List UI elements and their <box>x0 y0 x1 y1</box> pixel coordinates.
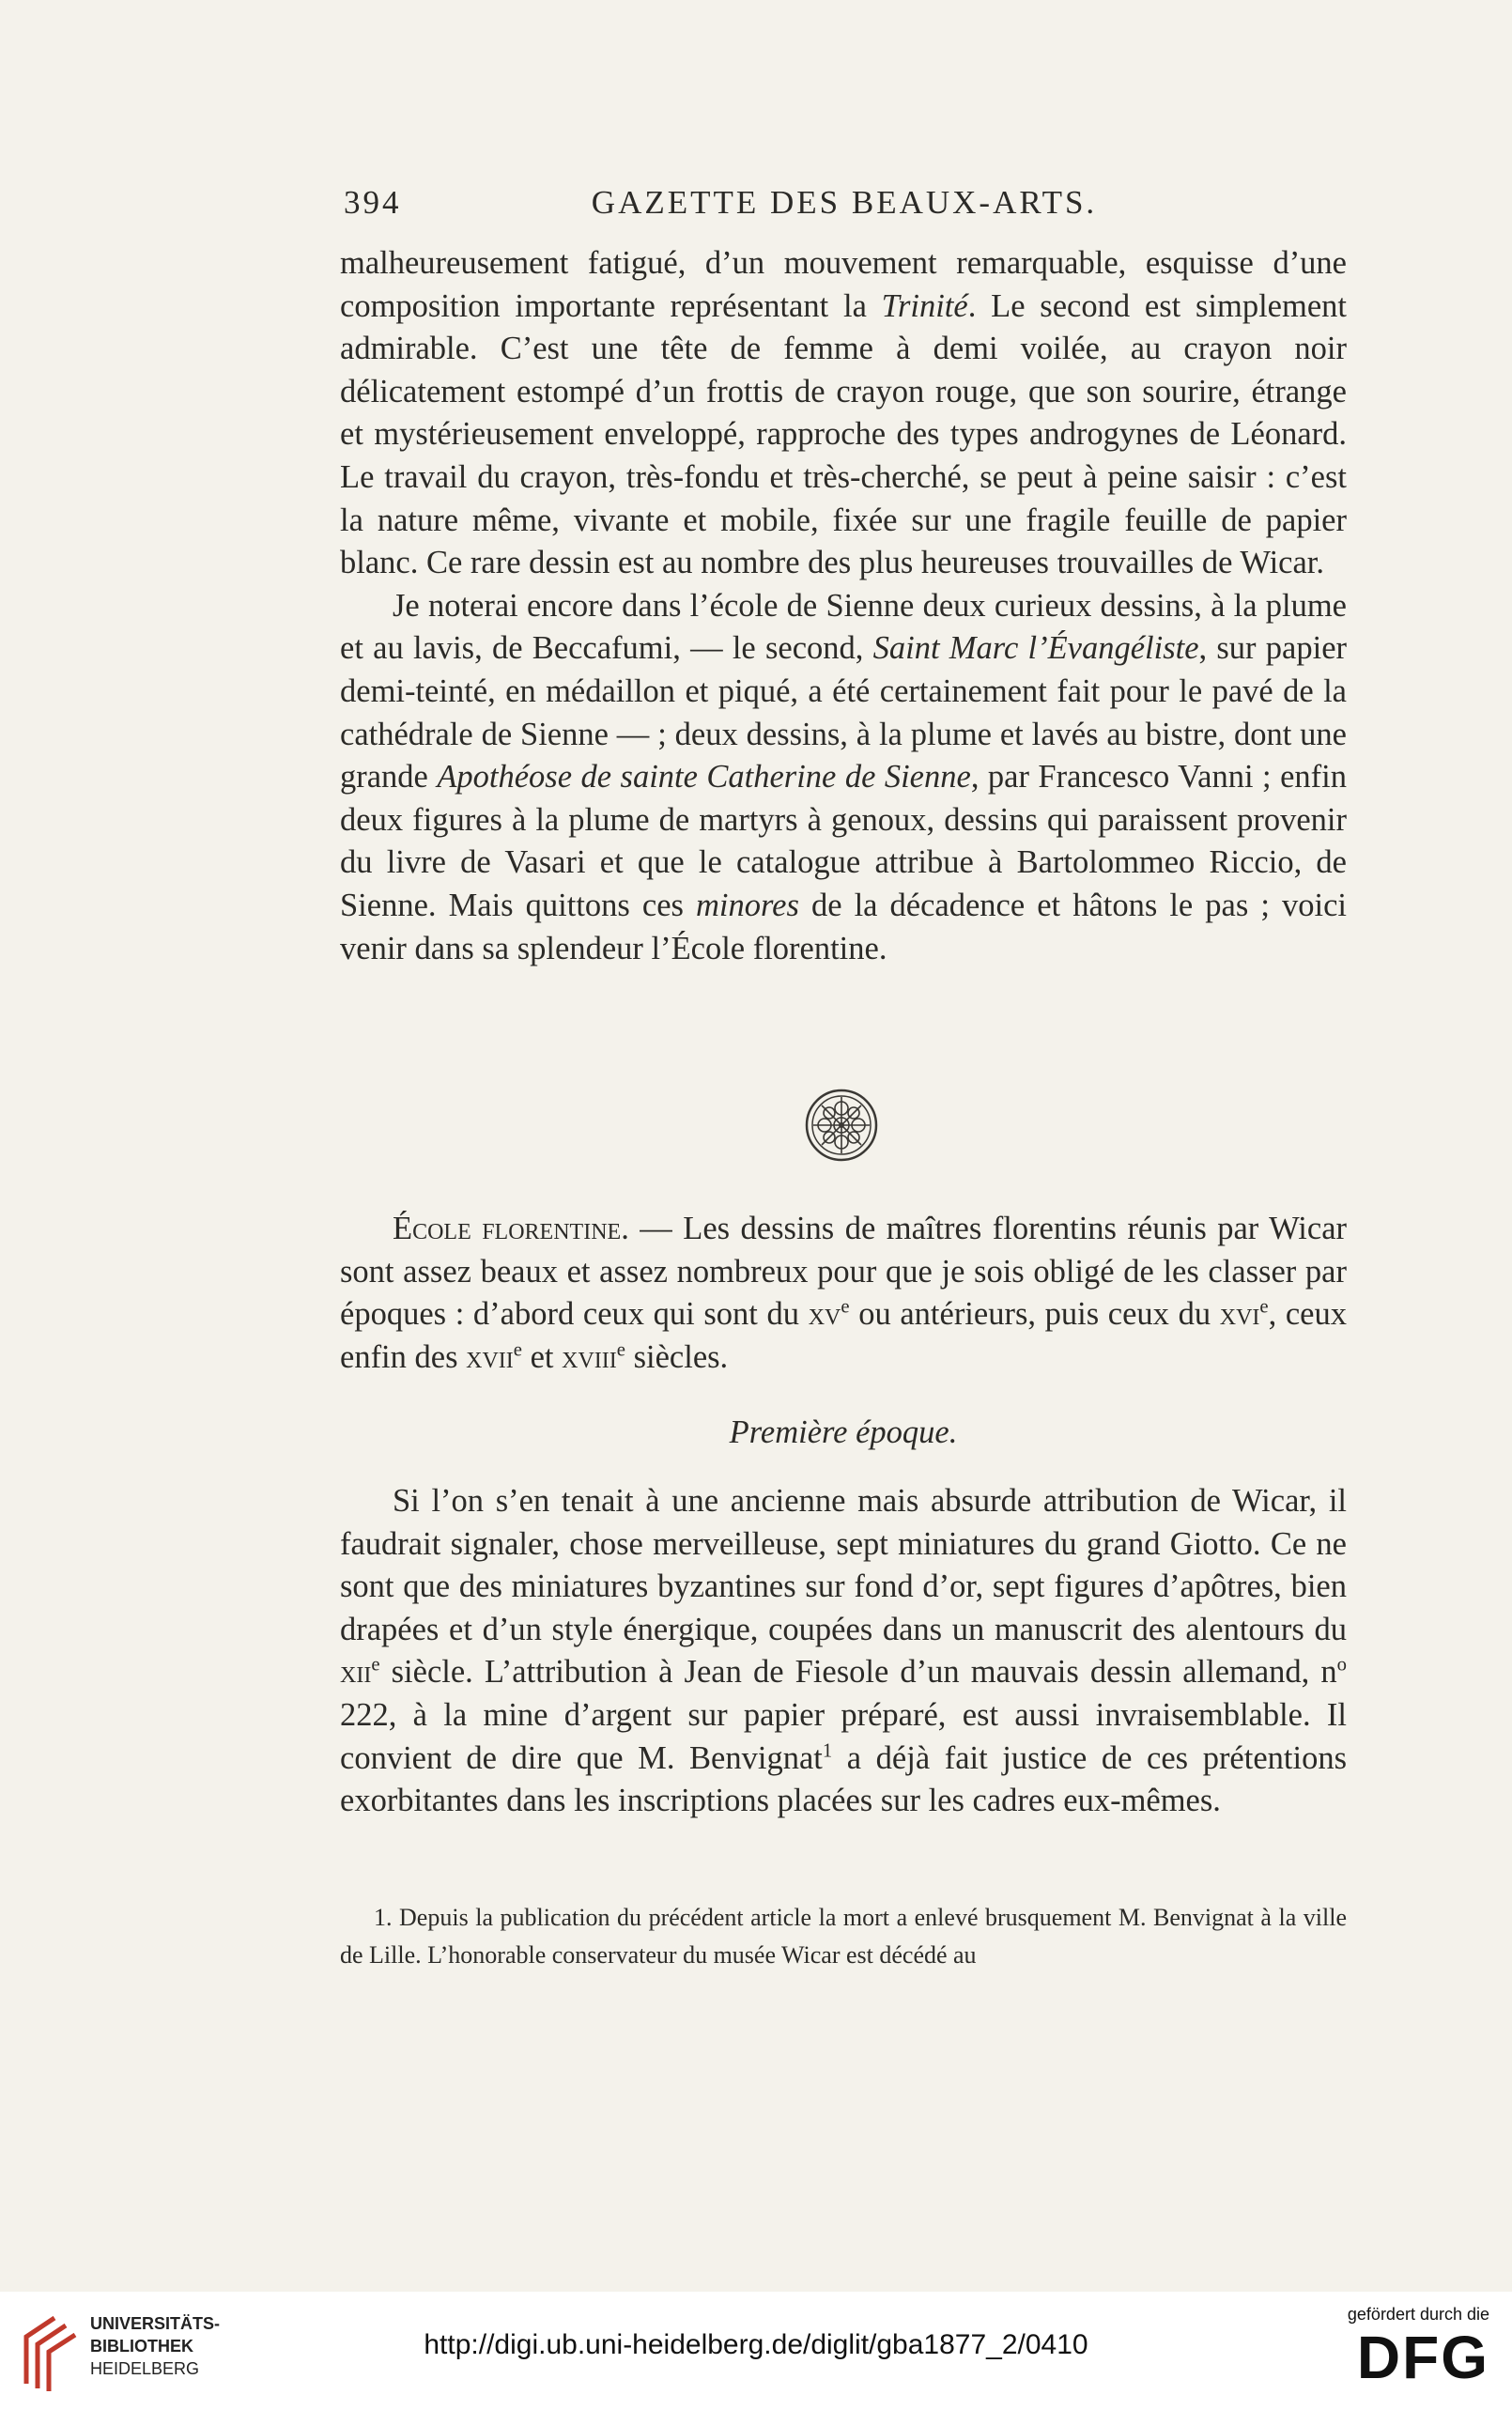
italic-title-saint-marc: Saint Marc l’Évangéliste <box>872 630 1199 667</box>
footnote: 1. Depuis la publication du précédent article la mort a enlevé brusquement M. Benvignat à la ville de Lille. L’honorable conservateur du musée Wicar est décédé au <box>340 1904 1347 1969</box>
dfg-funding-logo: gefördert durch die DFG <box>1347 2305 1489 2391</box>
ornament-rosette-icon <box>804 1088 879 1163</box>
body-text-ecole-florentine <box>340 1208 1347 1379</box>
italic-title-apotheose: Apothéose de sainte Catherine de Sienne <box>437 759 971 796</box>
footnote-marker[interactable]: 1 <box>822 1740 833 1762</box>
italic-minores: minores <box>696 887 799 923</box>
running-title: GAZETTE DES BEAUX-ARTS. <box>591 184 1098 221</box>
body-text-top <box>340 242 1347 970</box>
italic-title-trinite: Trinité <box>881 287 968 324</box>
paragraph-sienne: Je noterai encore dans l’école de Sienne deux curieux dessins, à la plume et au lavis, de Beccafumi, — le second, Saint Marc l’Évangéliste, sur papier demi-teinté, en médaillon et piqué, a été certainement fait pour le pavé de la cathédrale de Sienne — ; deux dessins, à la plume et lavés au bistre, dont une grande Apothéose de sainte Catherine de Sienne, par Francesco Vanni ; enfin deux figures à la plume de martyrs à genoux, dessins qui paraissent provenir du livre de Vasari et que le catalogue attribue à Bartolommeo Riccio, de Sienne. Mais quittons ces minores de la décadence et hâtons le pas ; voici venir dans sa splendeur l’École florentine. <box>340 587 1347 966</box>
section-lead-ecole-florentine: École florentine. <box>393 1211 629 1246</box>
paragraph-giotto: Si l’on s’en tenait à une ancienne mais absurde attribution de Wicar, il faudrait signaler, chose merveilleuse, sept miniatures du grand Giotto. Ce ne sont que des miniatures byzantines sur fond d’or, sept figures d’apôtres, bien drapées et d’un style énergique, coupées dans un manuscrit des alentours du xii$^e$ siècle. L’attribution à Jean de Fiesole d’un mauvais dessin allemand, $n^o$ 222, à la mine d’argent sur papier préparé, est aussi invraisemblable. Il convient de dire que M. Benvignat$^1$ a déjà fait justice de ces prétentions exorbitantes dans les inscriptions placées sur les cadres eux-mêmes. <box>340 1483 1347 1819</box>
subheading-premiere-epoque: Première époque. <box>729 1414 958 1450</box>
page-number: 394 <box>344 184 402 221</box>
paragraph-ecole-florentine: École florentine. — Les dessins de maîtres florentins réunis par Wicar sont assez beaux et assez nombreux pour que je sois obligé de les classer par époques : d’abord ceux qui sont du $xv^e$ ou antérieurs, puis ceux du xvi$^e$, ceux enfin des xvii$^e$ et xviii$^e$ siècles. <box>340 1211 1348 1375</box>
page-header <box>344 184 1345 231</box>
paragraph-continued: malheureusement fatigué, d’un mouvement remarquable, esquisse d’une composition importante représentant la Trinité. Le second est simplement admirable. C’est une tête de femme à demi voilée, au crayon noir délicatement estompé d’un frottis de crayon rouge, que son sourire, étrange et mystérieusement enveloppé, rapproche des types androgynes de Léonard. Le travail du crayon, très-fondu et très-cherché, se peut à peine saisir : c’est la nature même, vivante et mobile, fixée sur une fragile feuille de papier blanc. Ce rare dessin est au nombre des plus heureuses trouvailles de Wicar. <box>340 245 1347 581</box>
digitization-footer <box>0 2292 1512 2410</box>
body-text-premiere-epoque <box>340 1480 1347 1823</box>
university-library-name: UNIVERSITÄTS- BIBLIOTHEK HEIDELBERG <box>90 2314 221 2378</box>
permalink-url[interactable]: http://digi.ub.uni-heidelberg.de/diglit/gba1877_2/0410 <box>424 2329 1088 2360</box>
